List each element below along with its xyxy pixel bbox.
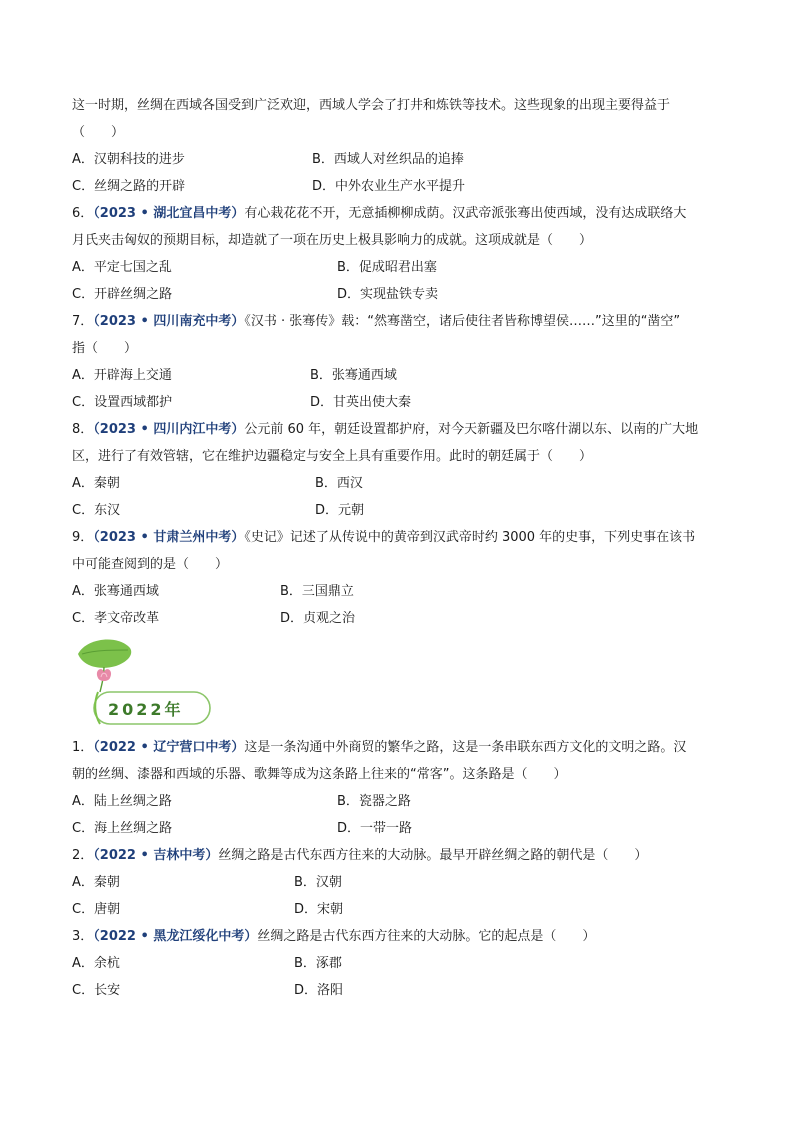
option-b[interactable]: B．瓷器之路	[337, 794, 411, 809]
option-d[interactable]: D．洛阳	[294, 983, 344, 998]
option-b[interactable]: B．西域人对丝织品的追捧	[312, 152, 464, 167]
option-a[interactable]: A．张骞通西域	[72, 584, 159, 599]
question-text: （ ）	[72, 125, 125, 140]
options-row	[72, 497, 722, 524]
options-row	[72, 896, 722, 923]
question-text: 指（ ）	[72, 341, 138, 356]
options-row	[72, 389, 722, 416]
question-body: 有心栽花花不开，无意插柳柳成荫。汉武帝派张骞出使西域，没有达成联络大	[244, 206, 687, 221]
options-row	[72, 173, 722, 200]
option-c[interactable]: C．设置西域都护	[72, 395, 173, 410]
question-9	[72, 524, 722, 632]
option-c[interactable]: C．孝文帝改革	[72, 611, 160, 626]
question-body: 这是一条沟通中外商贸的繁华之路，这是一条串联东西方文化的文明之路。汉	[244, 740, 687, 755]
question-text	[72, 923, 722, 950]
question-5	[72, 92, 722, 200]
question-text: 中可能查阅到的是（ ）	[72, 557, 229, 572]
option-a[interactable]: A．陆上丝绸之路	[72, 794, 172, 809]
question-text	[72, 416, 722, 443]
option-d[interactable]: D．甘英出使大秦	[310, 395, 412, 410]
options-row	[72, 788, 722, 815]
year-label: 2022年	[108, 700, 184, 719]
question-number: 9．	[72, 530, 94, 545]
options-row	[72, 815, 722, 842]
options-row	[72, 950, 722, 977]
option-a[interactable]: A．秦朝	[72, 875, 120, 890]
options-row	[72, 362, 722, 389]
question-number: 8．	[72, 422, 94, 437]
options-row	[72, 977, 722, 1004]
question-text: 区，进行了有效管辖，它在维护边疆稳定与安全上具有重要作用。此时的朝廷属于（ ）	[72, 449, 593, 464]
question-2022-3	[72, 923, 722, 1004]
question-source: （2022 • 吉林中考）	[93, 848, 219, 863]
option-b[interactable]: B．汉朝	[294, 875, 342, 890]
question-text: 朝的丝绸、漆器和西域的乐器、歌舞等成为这条路上往来的“常客”。这条路是（ ）	[72, 767, 567, 782]
option-c[interactable]: C．海上丝绸之路	[72, 821, 173, 836]
question-2022-1	[72, 734, 722, 842]
question-body: 公元前 60 年，朝廷设置都护府，对今天新疆及巴尔喀什湖以东、以南的广大地	[244, 422, 699, 437]
question-source: （2022 • 辽宁营口中考）	[93, 740, 245, 755]
question-text: 这一时期，丝绸在西域各国受到广泛欢迎，西域人学会了打井和炼铁等技术。这些现象的出现主要得益于	[72, 98, 671, 113]
question-text	[72, 200, 722, 227]
option-a[interactable]: A．开辟海上交通	[72, 368, 172, 383]
question-number: 1．	[72, 740, 94, 755]
options-row	[72, 254, 722, 281]
question-source: （2023 • 甘肃兰州中考）	[93, 530, 245, 545]
options-row	[72, 281, 722, 308]
options-row	[72, 146, 722, 173]
option-d[interactable]: D．中外农业生产水平提升	[312, 179, 466, 194]
question-source: （2023 • 湖北宜昌中考）	[93, 206, 245, 221]
question-source: （2022 • 黑龙江绥化中考）	[93, 929, 258, 944]
option-d[interactable]: D．贞观之治	[280, 611, 356, 626]
option-d[interactable]: D．一带一路	[337, 821, 413, 836]
options-row	[72, 578, 722, 605]
question-8	[72, 416, 722, 524]
option-d[interactable]: D．实现盐铁专卖	[337, 287, 439, 302]
question-body: 丝绸之路是古代东西方往来的大动脉。最早开辟丝绸之路的朝代是（ ）	[218, 848, 648, 863]
option-b[interactable]: B．三国鼎立	[280, 584, 354, 599]
option-b[interactable]: B．张骞通西域	[310, 368, 397, 383]
option-d[interactable]: D．元朝	[315, 503, 365, 518]
question-body: 《史记》记述了从传说中的黄帝到汉武帝时约 3000 年的史事，下列史事在该书	[244, 530, 696, 545]
options-row	[72, 470, 722, 497]
question-number: 7．	[72, 314, 94, 329]
options-row	[72, 605, 722, 632]
question-2022-2	[72, 842, 722, 923]
question-text	[72, 842, 722, 869]
question-number: 3．	[72, 929, 94, 944]
question-body: 《汉书 · 张骞传》载：“然骞凿空，诸后使往者皆称博望侯……”这里的“凿空”	[244, 314, 681, 329]
option-b[interactable]: B．促成昭君出塞	[337, 260, 437, 275]
option-b[interactable]: B．涿郡	[294, 956, 342, 971]
option-a[interactable]: A．汉朝科技的进步	[72, 152, 185, 167]
question-6	[72, 200, 722, 308]
question-text	[72, 524, 722, 551]
question-list	[72, 92, 722, 1004]
question-text: 月氏夹击匈奴的预期目标，却造就了一项在历史上极具影响力的成就。这项成就是（ ）	[72, 233, 593, 248]
question-7	[72, 308, 722, 416]
option-c[interactable]: C．开辟丝绸之路	[72, 287, 173, 302]
option-c[interactable]: C．长安	[72, 983, 121, 998]
question-text	[72, 734, 722, 761]
option-c[interactable]: C．东汉	[72, 503, 121, 518]
question-text	[72, 308, 722, 335]
option-b[interactable]: B．西汉	[315, 476, 363, 491]
option-a[interactable]: A．余杭	[72, 956, 120, 971]
year-section-header	[72, 636, 722, 734]
option-c[interactable]: C．丝绸之路的开辟	[72, 179, 186, 194]
option-a[interactable]: A．平定七国之乱	[72, 260, 172, 275]
question-body: 丝绸之路是古代东西方往来的大动脉。它的起点是（ ）	[257, 929, 596, 944]
option-a[interactable]: A．秦朝	[72, 476, 120, 491]
option-c[interactable]: C．唐朝	[72, 902, 121, 917]
question-source: （2023 • 四川南充中考）	[93, 314, 245, 329]
option-d[interactable]: D．宋朝	[294, 902, 344, 917]
question-number: 2．	[72, 848, 94, 863]
options-row	[72, 869, 722, 896]
question-source: （2023 • 四川内江中考）	[93, 422, 245, 437]
question-number: 6．	[72, 206, 94, 221]
